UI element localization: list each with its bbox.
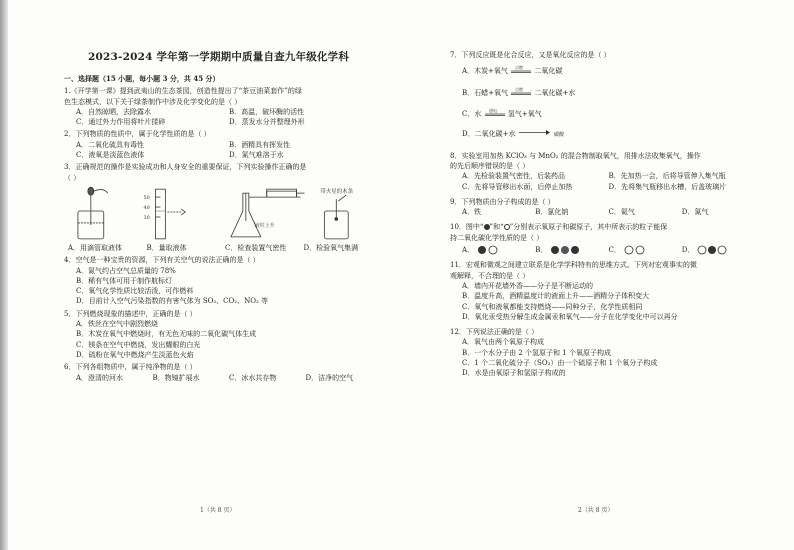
q7-stem: 7．下列反应既是化合反应，又是氧化反应的是（ ） bbox=[450, 51, 611, 59]
q11-stem-line1: 11．宏观和微观之间建立联系是化学学科特有的思维方式。下列对宏观事实的微 bbox=[450, 261, 697, 270]
liquid-rise-label: 液柱上升 bbox=[254, 222, 275, 229]
molecule-a-icon bbox=[476, 245, 502, 255]
q3-apparatus-figure bbox=[64, 185, 382, 243]
q5-stem: 5．下列燃烧现象的描述中，正确的是（ ） bbox=[64, 309, 197, 318]
molecule-d-icon bbox=[697, 245, 727, 255]
question-3 bbox=[64, 162, 382, 253]
q6-option-a: A．澄清的河水 bbox=[76, 373, 124, 382]
cylinder-tick-30: 30 bbox=[143, 214, 150, 221]
glowing-splint-label: 带火星的木条 bbox=[320, 189, 354, 196]
q12-option-b: B．一个水分子由 2 个氢原子和 1 个氧原子构成 bbox=[462, 348, 611, 357]
graduated-cylinder-diagram bbox=[155, 189, 185, 239]
q1-option-a: A．自然晾晒，去除露水 bbox=[76, 107, 152, 116]
q7-option-b: B．石蜡+氧气 点燃 二氧化碳+水 bbox=[450, 87, 755, 99]
q8-option-d: D．先将集气瓶移出水槽，后盖玻璃片 bbox=[608, 182, 727, 191]
q3-captions bbox=[64, 243, 382, 253]
question-5 bbox=[64, 309, 382, 360]
q1-stem-line1: 1.《开学第一课》提到武夷山的生态茶园，创造性提出了“茶豆油菜套作”的绿 bbox=[64, 87, 302, 96]
q8-option-a: A．先检验装置气密性，后装药品 bbox=[462, 172, 566, 181]
q8-stem-line2: 的先后顺序错误的是（ ） bbox=[450, 161, 530, 170]
q2-option-a: A．二氧化硫具有毒性 bbox=[76, 140, 145, 149]
reaction-arrow-icon bbox=[510, 65, 532, 77]
q2-option-c: C．液氧是淡蓝色液体 bbox=[76, 151, 145, 160]
molecule-b-icon bbox=[550, 245, 580, 255]
question-10 bbox=[450, 222, 755, 255]
q3-caption-a: A．用滴管取液体 bbox=[68, 243, 123, 252]
q9-option-b: B．氯化钠 bbox=[535, 208, 569, 217]
q8-stem-line1: 8．实验室用加热 KClO₃ 与 MnO₂ 的混合物制取氧气，用排水法收集氧气，操作 bbox=[450, 151, 701, 160]
page-number-left: 1（共 8 页） bbox=[200, 507, 236, 514]
reaction-arrow-icon bbox=[484, 108, 506, 120]
svg-text:点燃: 点燃 bbox=[515, 86, 524, 92]
q4-option-d: D．目前计入空气污染指数的有害气体为 SO₂、CO₂、NO₂ 等 bbox=[76, 297, 268, 306]
q10-option-a: A． bbox=[462, 245, 535, 255]
cylinder-tick-50: 50 bbox=[143, 195, 150, 202]
q8-option-b: B．先加热一会，后将导管伸入集气瓶 bbox=[608, 172, 726, 181]
q10-option-c: C． bbox=[609, 245, 682, 255]
q1-stem-line2: 色生态模式，以下关于绿茶制作中涉及化学变化的是（ ） bbox=[64, 97, 242, 106]
question-7 bbox=[450, 50, 755, 141]
question-8 bbox=[450, 151, 755, 192]
q10-option-d: D． bbox=[682, 245, 755, 255]
q1-option-b: B．高温，破坏酶的活性 bbox=[229, 107, 305, 116]
molecule-c-icon bbox=[623, 245, 649, 255]
q12-option-c: C．1 个二氧化硫分子（SO₂）由一个硫原子和 1 个氧分子构成 bbox=[462, 358, 658, 367]
q5-option-b: B．木炭在氧气中燃烧时，有无色无味的二氧化碳气体生成 bbox=[76, 330, 257, 339]
question-9 bbox=[450, 197, 755, 218]
q11-option-a: A．墙内开花墙外香——分子是不断运动的 bbox=[462, 281, 594, 290]
q5-option-a: A．铁丝在空气中剧烈燃烧 bbox=[76, 320, 159, 329]
q2-option-d: D．氮气难溶于水 bbox=[229, 151, 284, 160]
q10-option-b: B． bbox=[535, 245, 608, 255]
scan-edge-shadow bbox=[0, 0, 8, 550]
gas-bottle-splint-diagram bbox=[324, 195, 348, 239]
q4-option-b: B．稀有气体可用于制作航标灯 bbox=[76, 276, 173, 285]
question-12 bbox=[450, 327, 755, 378]
q12-option-d: D．水是由氧原子和氢原子构成的 bbox=[462, 369, 566, 378]
q4-option-a: A．氮气约占空气总质量的 78% bbox=[76, 266, 176, 275]
flask-syringe-diagram bbox=[231, 189, 305, 237]
q5-option-c: C．镁条在空气中燃烧，发出耀眼的白光 bbox=[76, 340, 201, 349]
q2-option-b: B．酒精具有挥发性 bbox=[229, 140, 291, 149]
left-column bbox=[64, 44, 382, 383]
right-column bbox=[450, 44, 755, 379]
question-11 bbox=[450, 260, 755, 322]
q9-option-d: D．氮气 bbox=[681, 208, 709, 217]
q9-stem: 9．下列物质由分子构成的是（ ） bbox=[450, 197, 555, 206]
arrow-right-icon bbox=[518, 129, 552, 139]
q3-caption-d: D．检验氧气集满 bbox=[303, 243, 359, 252]
page-number-right: 2（共 8 页） bbox=[578, 507, 614, 514]
q12-stem: 12．下列说法正确的是（ ） bbox=[450, 328, 539, 337]
q11-stem-line2: 观解释，不合理的是（ ） bbox=[450, 271, 530, 280]
q3-stem-line1: 3．正确规范的操作是实验成功和人身安全的重要保证，下列实验操作正确的是 bbox=[64, 163, 307, 172]
q6-stem: 6．下列各组物质中，属于纯净物的是（ ） bbox=[64, 363, 197, 372]
q3-figure-row bbox=[64, 185, 382, 243]
q6-option-c: C．冰水共存物 bbox=[229, 373, 277, 382]
page-title: 2023-2024 学年第一学期期中质量自查九年级化学科 bbox=[88, 51, 350, 63]
q7-option-c: C．水 通电 氢气+氧气 bbox=[450, 108, 755, 120]
q11-option-b: B．温度升高，酒精温度计的液面上升——酒精分子体积变大 bbox=[462, 292, 650, 301]
q3-caption-b: B．量取液体 bbox=[146, 243, 187, 252]
q11-option-d: D．氧化汞受热分解生成金属汞和氧气——分子在化学变化中可以再分 bbox=[462, 312, 678, 321]
question-1 bbox=[64, 86, 382, 127]
q2-stem: 2．下列物质的性质中，属于化学性质的是（ ） bbox=[64, 130, 211, 139]
question-2 bbox=[64, 129, 382, 160]
q11-option-c: C．氧气和液氧都能支持燃烧——同种分子，化学性质相同 bbox=[462, 302, 643, 311]
q9-option-c: C．氦气 bbox=[608, 208, 635, 217]
dropper-bottle-diagram bbox=[78, 187, 108, 239]
svg-text:点燃: 点燃 bbox=[515, 65, 524, 71]
question-4 bbox=[64, 255, 382, 306]
q4-option-c: C．氧气化学性质比较活泼，可作燃料 bbox=[76, 287, 194, 296]
q9-option-a: A．铁 bbox=[462, 208, 482, 217]
q12-option-a: A．氧气由两个氧原子构成 bbox=[462, 338, 545, 347]
q7-option-d: D．二氧化碳+水 碳酸 bbox=[462, 130, 564, 139]
q3-stem-line2: （ ） bbox=[64, 173, 81, 182]
q3-caption-c: C．检查装置气密性 bbox=[225, 243, 287, 252]
reaction-arrow-icon bbox=[510, 87, 532, 99]
section-heading: 一、选择题（15 小题，每小题 3 分，共 45 分） bbox=[64, 74, 220, 83]
cylinder-tick-40: 40 bbox=[143, 205, 150, 211]
q8-option-c: C．先将导管移出水面，后停止加热 bbox=[462, 182, 573, 191]
q1-option-c: C．通过外力作用将叶片揉碎 bbox=[76, 118, 166, 127]
svg-text:通电: 通电 bbox=[488, 107, 497, 113]
question-6 bbox=[64, 362, 382, 383]
q10-stem-line2: 持二氧化碳化学性质的是（ ） bbox=[450, 233, 544, 242]
q4-stem: 4．空气是一种宝贵的资源，下列有关空气的说法正确的是（ ） bbox=[64, 256, 260, 265]
q7-option-a: A．木炭+氧气 点燃 二氧化碳 bbox=[450, 65, 755, 77]
q5-option-d: D．硫粉在氧气中燃烧产生淡蓝色火焰 bbox=[76, 350, 194, 359]
q6-option-d: D．洁净的空气 bbox=[305, 373, 354, 382]
q6-option-b: B．物镜扩展水 bbox=[152, 373, 200, 382]
q10-stem-line1: 10．图中“ ”和“ ”分别表示氧原子和碳原子，其中所表示的粒子能保 bbox=[450, 223, 668, 232]
q1-option-d: D．蒸发水分并整理外形 bbox=[229, 118, 305, 127]
